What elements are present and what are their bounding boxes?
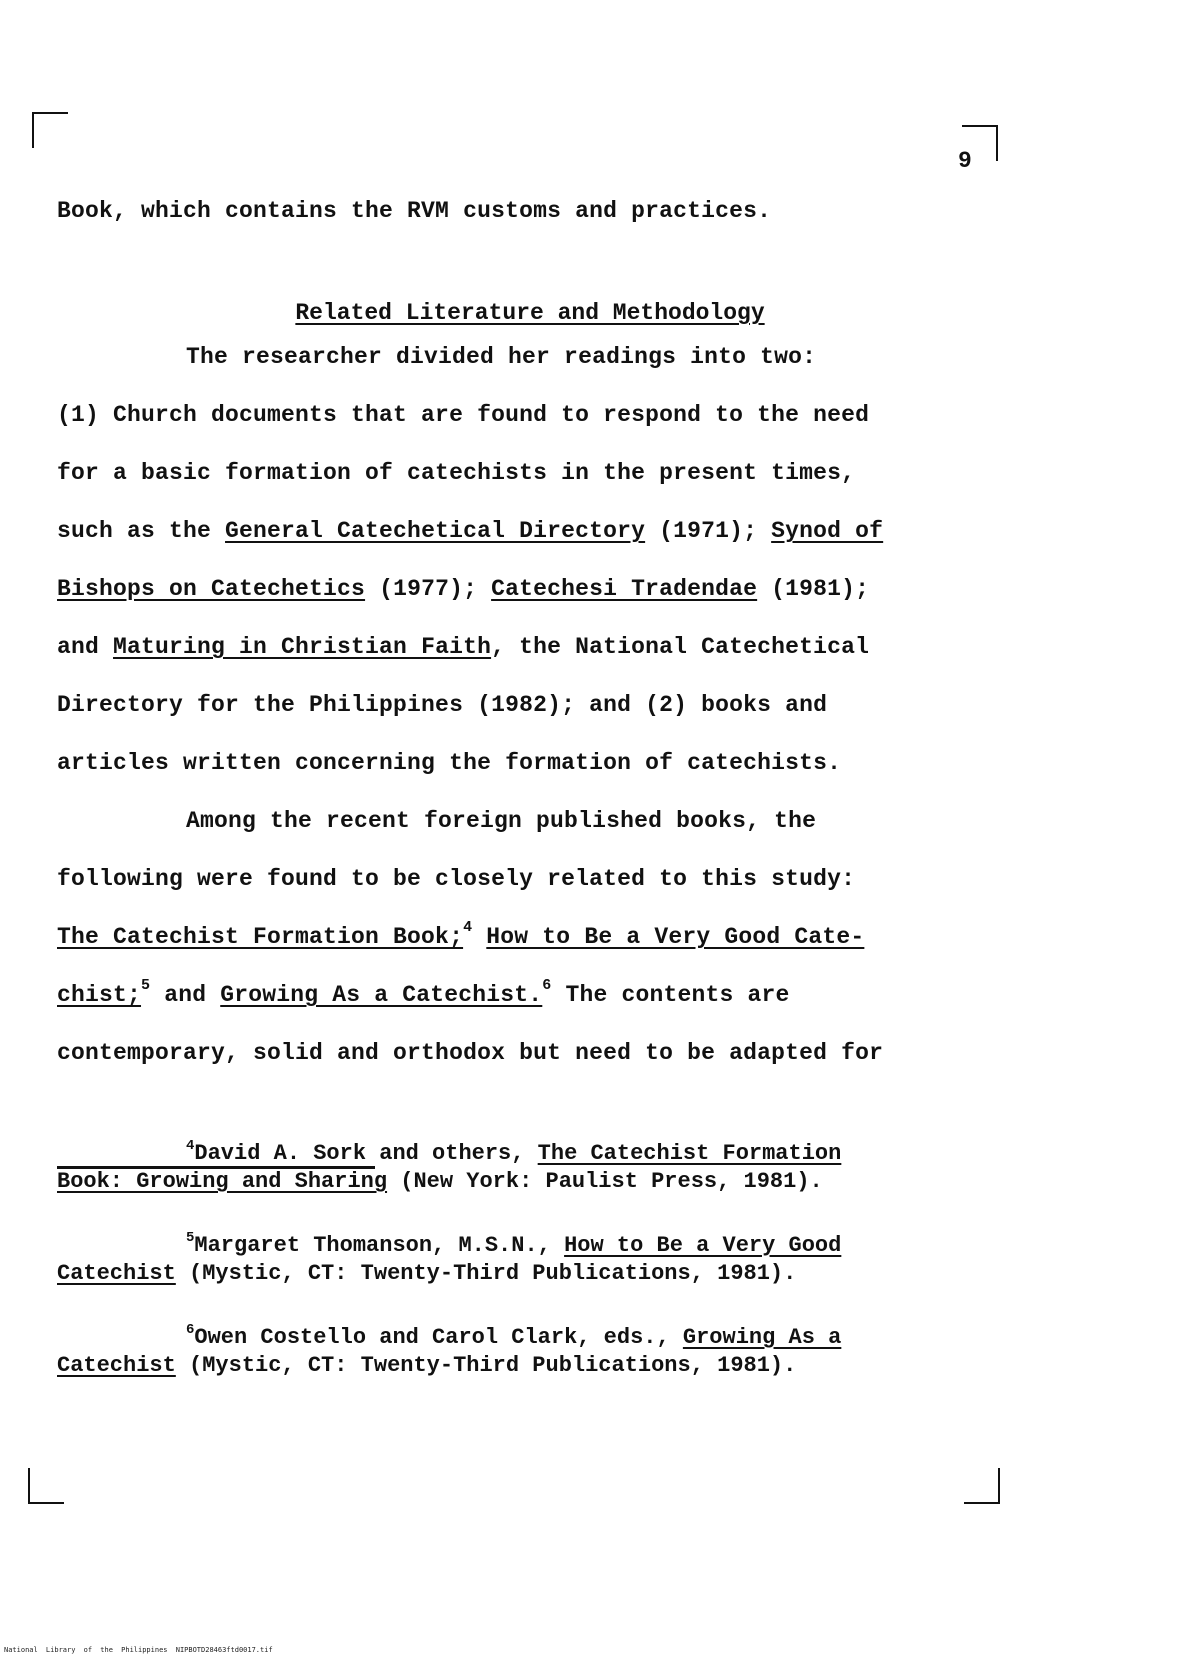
footnote-number: 5 [186,1230,195,1246]
body-line [57,919,982,952]
text-run: David A. Sork and others, [194,1141,538,1166]
body-line: articles written concerning the formation of catechists. [57,750,842,776]
title-maturing-in-christian-faith: Maturing in Christian Faith [113,634,492,660]
footnote-4 [57,1140,982,1196]
footnote-ref: 6 [542,977,552,994]
title-general-catechetical-directory: General Catechetical Directory [225,518,646,544]
title-synod-of-bishops-cont: Bishops on Catechetics [57,576,366,602]
footnote-ref: 5 [141,977,151,994]
text-run: (1971); [645,518,772,544]
body-line: (1) Church documents that are found to respond to the need [57,402,870,428]
text-run: such as the [57,518,226,544]
text-run: and [150,982,221,1008]
crop-mark-top-left [32,112,68,148]
section-heading: Related Literature and Methodology [295,300,765,326]
footer-file: NIPBOTD28463ftd0017.tif [175,1646,273,1654]
crop-mark-bottom-right [964,1468,1000,1504]
body-line [57,632,982,662]
text-run: , the National Catechetical [491,634,870,660]
text-run: Owen Costello and Carol Clark, eds., [194,1325,683,1350]
text-run: The contents are [551,982,790,1008]
footnote-title-cont: Catechist [57,1261,176,1286]
footnote-title-cont: Book: Growing and Sharing [57,1169,388,1194]
body-line [57,516,982,546]
footnote-5 [57,1232,982,1288]
footer-library: National Library of the Philippines [4,1646,168,1654]
scan-footer [4,1646,273,1654]
footnote-number: 6 [186,1322,195,1338]
title-catechesi-tradendae: Catechesi Tradendae [491,576,758,602]
text-run: (Mystic, CT: Twenty-Third Publications, 1981). [175,1353,797,1378]
title-how-to-be-a-very-good-catechist: How to Be a Very Good Cate- [486,924,865,950]
text-run: (New York: Paulist Press, 1981). [387,1169,823,1194]
text-run: and [57,634,114,660]
page-number: 9 [958,148,972,174]
footnote-ref: 4 [463,919,473,936]
text-run: (Mystic, CT: Twenty-Third Publications, 1981). [175,1261,797,1286]
footnote-title: How to Be a Very Good [564,1233,842,1258]
footnote-6 [57,1324,982,1380]
body-line: Book, which contains the RVM customs and practices. [57,198,772,224]
text-run: (1977); [365,576,492,602]
crop-mark-bottom-left [28,1468,64,1504]
footnote-number: 4 [186,1138,195,1154]
title-growing-as-a-catechist: Growing As a Catechist. [220,982,543,1008]
body-line [57,574,982,604]
body-line: Directory for the Philippines (1982); and (2) books and [57,692,828,718]
footnote-title: The Catechist Formation [537,1141,842,1166]
body-line: contemporary, solid and orthodox but need to be adapted for [57,1040,884,1066]
body-line: The researcher divided her readings into two: [186,344,817,370]
body-line: for a basic formation of catechists in the present times, [57,460,856,486]
text-run: Margaret Thomanson, M.S.N., [194,1233,565,1258]
body-line: following were found to be closely related to this study: [57,866,856,892]
text-run: (1981); [757,576,870,602]
footnote-title-cont: Catechist [57,1353,176,1378]
footnote-title: Growing As a [682,1325,842,1350]
title-catechist-formation-book: The Catechist Formation Book; [57,924,464,950]
body-line: Among the recent foreign published books, the [186,808,817,834]
body-line [57,977,982,1010]
title-how-to-be-cont: chist; [57,982,142,1008]
text-run [472,924,486,950]
title-synod-of-bishops: Synod of [771,518,884,544]
